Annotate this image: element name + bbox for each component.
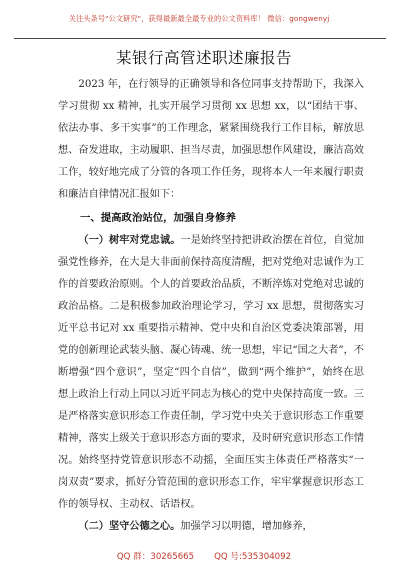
header-divider	[14, 38, 386, 39]
subsection-2-text: 加强学习以明德，增加修养，	[180, 521, 313, 532]
document-body	[58, 74, 364, 538]
section-heading: 一、提高政治站位，加强自身修养	[80, 212, 236, 224]
footer-qq-group: QQ 群：30265665	[116, 552, 195, 562]
subsection-1-heading: （一）树牢对党忠诚。	[78, 235, 181, 246]
header-banner: 关注头条号"公文研究"，获得最新最全最专业的公文资料库！ 微信：gongwenyj	[68, 14, 330, 23]
subsection-2-paragraph	[58, 516, 364, 538]
subsection-1-text: 一是始终坚持把讲政治摆在首位，自觉加强党性修养，在大是大非面前保持高度清醒，把对党绝对忠诚作为工作的首要政治原则。个人的首要政治品质，不断淬炼对党绝对忠诚的政治品格。二是积极参加政治理论学习，学习 xx 思想，贯彻落实习近平总书记对 xx 重要指示精神、党中央和自治区党委决策部署，用党的创新理论武装头脑、凝心铸魂、统一思想，牢记“国之大者”，不断增强“四个意识”，坚定“四个自信”，做到“两个维护”，始终在思想上政治上行动上同以习近平同志为核心的党中央保持高度一致。三是严格落实意识形态工作责任制，学习党中央关于意识形态工作重要精神，落实上级关于意识形态方面的要求，及时研究意识形态工作情况。始终坚持党管意识形态不动摇，全面压实主体责任严格落实“一岗双责”要求，抓好分管范围的意识形态工作，牢牢掌握意识形态工作的领导权、主动权、话语权。	[58, 235, 365, 510]
footer	[0, 550, 408, 562]
subsection-2-heading: （二）坚守公德之心。	[78, 521, 181, 532]
document-title: 某银行高管述职述廉报告	[115, 49, 292, 67]
footer-qq-number: QQ 号:535304092	[214, 552, 292, 562]
intro-paragraph: 2023 年，在行领导的正确领导和各位同事支持帮助下，我深入学习贯彻 xx 精神，扎实开展学习贯彻 xx 思想 xx，以“团结干事、依法办事、多干实事”的工作理念，紧紧围绕我行工作目标，解放思想、奋发进取，主动履职、担当尽责，加强思想作风建设，廉洁高效工作，较好地完成了分管的各项工作任务，现将本人一年来履行职责和廉洁自律情况汇报如下：	[58, 79, 364, 200]
subsection-1-paragraph	[58, 230, 364, 516]
